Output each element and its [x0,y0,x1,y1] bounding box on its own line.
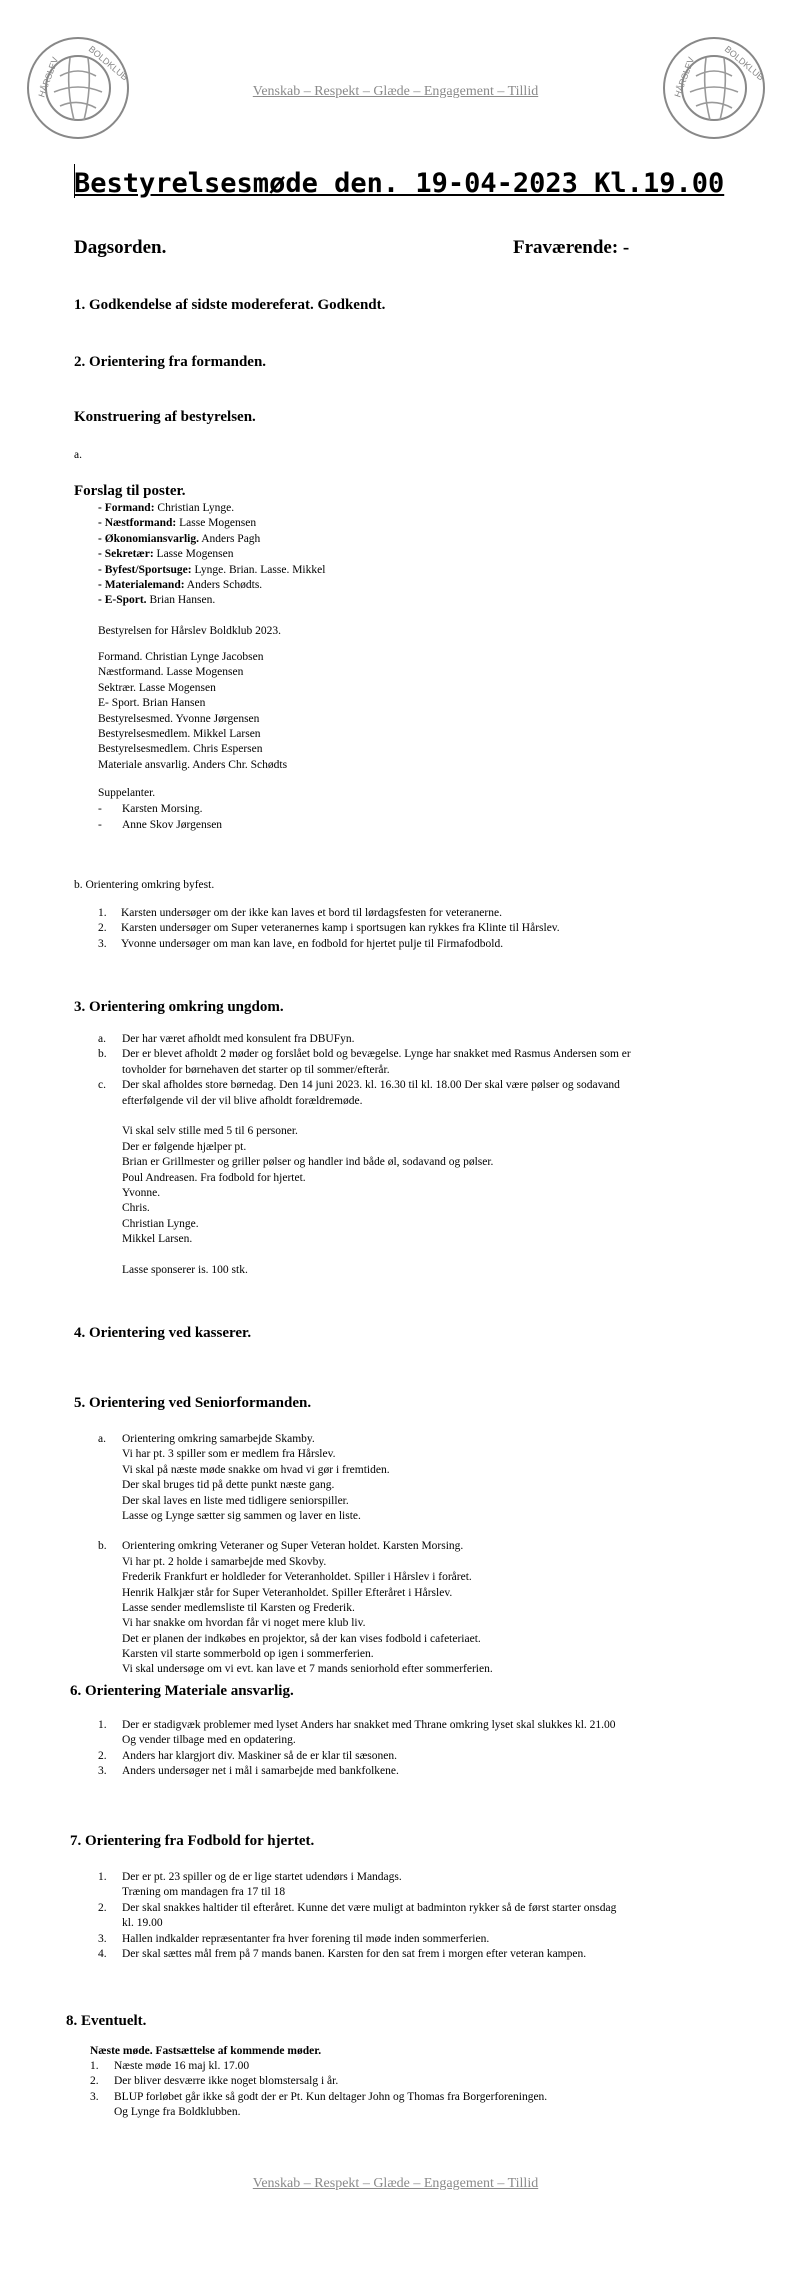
list-item: 1. Karsten undersøger om der ikke kan laves et bord til lørdagsfesten for veteranerne. [98,907,502,919]
board-member: Næstformand. Lasse Mogensen [98,666,244,679]
list-line: Lasse sponserer is. 100 stk. [122,1263,248,1276]
list-marker: 3. [98,1765,107,1778]
list-line: Der er pt. 23 spiller og de er lige startet udendørs i Mandags. [122,1871,402,1883]
list-line: Der er følgende hjælper pt. [122,1140,247,1153]
list-line: Lasse sender medlemsliste til Karsten og Frederik. [122,1601,355,1614]
list-marker: 1. [90,2060,99,2072]
list-line: Chris. [122,1202,150,1215]
list-item [98,1749,616,1764]
list-marker: 2. [98,1749,107,1762]
list-line: Der har været afholdt med konsulent fra DBUFyn. [122,1033,355,1045]
list-line: Vi har pt. 3 spiller som er medlem fra Hårslev. [122,1448,336,1461]
list-marker: 4. [98,1947,107,1960]
list-marker: 3. [90,2090,99,2103]
list-item: 3. Yvonne undersøger om man kan lave, en fodbold for hjertet pulje til Firmafodbold. [98,937,504,950]
board-heading: Bestyrelsen for Hårslev Boldklub 2023. [98,625,282,637]
list-item [98,1539,493,1678]
section-6-heading: 6. Orientering Materiale ansvarlig. [70,1683,294,1699]
list-line: Næste møde 16 maj kl. 17.00 [114,2060,250,2072]
list-item [90,2059,547,2074]
section-2-heading: 2. Orientering fra formanden. [74,354,267,370]
list-item [98,1432,493,1524]
list-line: Anders har klargjort div. Maskiner så de er klar til sæsonen. [122,1749,397,1762]
list-marker: b. [98,1048,107,1061]
list-item [98,1078,631,1278]
byfest-heading: b. Orientering omkring byfest. [74,879,215,891]
konstruering-heading: Konstruering af bestyrelsen. [74,409,256,425]
suppleant-item: - Karsten Morsing. [98,803,203,815]
next-meeting-heading: Næste møde. Fastsættelse af kommende møder. [90,2045,322,2057]
post-item: - Næstformand: Lasse Mogensen [98,517,257,530]
footer-motto: Venskab – Respekt – Glæde – Engagement – Tillid [252,2176,539,2191]
list-line: Orientering omkring samarbejde Skamby. [122,1433,315,1445]
list-item [98,1718,616,1749]
list-line: Lasse og Lynge sætter sig sammen og laver en liste. [122,1509,361,1522]
board-member: Bestyrelsesmedlem. Mikkel Larsen [98,727,261,740]
list-item [98,1047,631,1078]
post-item: - Materialemand: Anders Schødts. [98,578,263,591]
list-marker: 2. [98,1901,107,1914]
list-marker: a. [98,1433,106,1445]
board-member: Formand. Christian Lynge Jacobsen [98,651,264,663]
list-item [90,2074,547,2089]
list-item: 2. Karsten undersøger om Super veteranernes kamp i sportsugen kan rykkes fra Klinte til Hårslev. [98,922,560,935]
list-marker: b. [98,1540,107,1553]
list-line [122,1109,631,1124]
list-line: BLUP forløbet går ikke så godt der er Pt. Kun deltager John og Thomas fra Borgerforeningen. [114,2090,548,2103]
list-line: Karsten vil starte sommerbold op igen i sommerferien. [122,1648,374,1661]
list-item [98,1764,616,1779]
list-line [122,1247,631,1262]
list-line: Frederik Frankfurt er holdleder for Veteranholdet. Spiller i Hårslev i foråret. [122,1571,472,1584]
list-line: Anders undersøger net i mål i samarbejde med bankfolkene. [122,1765,399,1778]
list-line: Der skal laves en liste med tidligere seniorspiller. [122,1494,349,1507]
list-item [98,1870,616,1901]
list-item [98,1947,616,1962]
list-line: Christian Lynge. [122,1217,199,1230]
svg-text:HÅRSLEV: HÅRSLEV [672,55,697,99]
svg-text:BOLDKLUB: BOLDKLUB [86,43,130,83]
post-item: - Sekretær: Lasse Mogensen [98,548,234,561]
board-member: Materiale ansvarlig. Anders Chr. Schødts [98,758,288,771]
list-line: Der skal snakkes haltider til efteråret. Kunne det være muligt at badminton rykker så de først starter onsdag [122,1901,617,1914]
list-line: Der er stadigvæk problemer med lyset Anders har snakket med Thrane omkring lyset skal slukkes kl. 21.00 [122,1719,616,1731]
senior-list [98,1432,493,1678]
svg-text:BOLDKLUB: BOLDKLUB [722,43,766,83]
list-line: Vi skal undersøge om vi evt. kan lave et 7 mands seniorhold efter sommerferien. [122,1663,493,1676]
board-member: Bestyrelsesmed. Yvonne Jørgensen [98,712,260,725]
section-7-heading: 7. Orientering fra Fodbold for hjertet. [70,1833,315,1849]
material-list [98,1718,616,1780]
football-heart-list [98,1870,616,1962]
agenda-heading: Dagsorden. [74,237,167,258]
list-line: Henrik Halkjær står for Super Veteranholdet. Spiller Efteråret i Hårslev. [122,1586,453,1599]
list-line: efterfølgende vil der vil blive afholdt forældremøde. [122,1094,363,1107]
list-line: Mikkel Larsen. [122,1233,193,1246]
section-5-heading: 5. Orientering ved Seniorformanden. [74,1395,312,1411]
section-8-heading: 8. Eventuelt. [66,2013,147,2029]
board-member: Sektrær. Lasse Mogensen [98,681,216,694]
post-item: - Byfest/Sportsuge: Lynge. Brian. Lasse. Mikkel [98,563,326,576]
posts-list [98,501,325,609]
board-member: Bestyrelsesmedlem. Chris Espersen [98,743,263,756]
list-line: Vi skal på næste møde snakke om hvad vi gør i fremtiden. [122,1463,390,1476]
list-line: kl. 19.00 [122,1917,163,1930]
header-motto: Venskab – Respekt – Glæde – Engagement – Tillid [252,84,539,99]
list-marker: 1. [98,1871,107,1883]
section-3-heading: 3. Orientering omkring ungdom. [74,999,284,1015]
forslag-heading: Forslag til poster. [74,483,186,499]
post-item: - Formand: Christian Lynge. [98,502,235,514]
list-line: Der er blevet afholdt 2 møder og forslået bold og bevægelse. Lynge har snakket med Rasmus Andersen som er [122,1048,631,1061]
list-line: Vi har snakke om hvordan får vi noget mere klub liv. [122,1617,366,1630]
list-marker: 1. [98,1719,107,1731]
board-member: E- Sport. Brian Hansen [98,697,206,710]
list-line: Der skal afholdes store børnedag. Den 14 juni 2023. kl. 16.30 til kl. 18.00 Der skal være pølser og sodavand [122,1079,620,1092]
list-line: Der skal sættes mål frem på 7 mands banen. Karsten for den sat frem i morgen efter veteran kampen. [122,1947,587,1960]
list-line: Poul Andreasen. Fra fodbold for hjertet. [122,1171,306,1184]
misc-list [90,2059,547,2121]
list-line: Hallen indkalder repræsentanter fra hver forening til møde inden sommerferien. [122,1932,490,1945]
list-item [90,2090,547,2121]
list-line: Og vender tilbage med en opdatering. [122,1734,296,1747]
list-marker: 3. [98,1932,107,1945]
post-item: - E-Sport. Brian Hansen. [98,594,216,607]
list-line: Vi skal selv stille med 5 til 6 personer. [122,1125,298,1138]
list-line: Det er planen der indkøbes en projektor, så der kan vises fodbold i cafeteriaet. [122,1632,481,1645]
list-marker: c. [98,1079,106,1092]
list-item [98,1901,616,1932]
suppleant-item: - Anne Skov Jørgensen [98,819,223,831]
post-item: - Økonomiansvarlig. Anders Pagh [98,532,261,545]
list-marker: 2. [90,2075,99,2088]
list-line: Der skal bruges tid på dette punkt næste gang. [122,1479,335,1492]
absent-heading: Fraværende: - [513,237,630,258]
item-a-label: a. [74,449,82,461]
board-list [98,650,287,773]
list-line: Der bliver desværre ikke noget blomstersalg i år. [114,2075,339,2088]
list-line: Træning om mandagen fra 17 til 18 [122,1886,286,1899]
list-line: Orientering omkring Veteraner og Super Veteran holdet. Karsten Morsing. [122,1540,464,1553]
list-item [98,1032,631,1047]
list-line: Og Lynge fra Boldklubben. [114,2106,241,2119]
section-4-heading: 4. Orientering ved kasserer. [74,1325,252,1341]
svg-text:HÅRSLEV: HÅRSLEV [36,55,61,99]
list-line: Brian er Grillmester og griller pølser og handler ind både øl, sodavand og pølser. [122,1156,494,1169]
byfest-list [98,906,560,952]
section-1-heading: 1. Godkendelse af sidste modereferat. Godkendt. [74,297,386,313]
list-item [98,1932,616,1947]
list-line: Yvonne. [122,1186,161,1199]
list-line: Vi har pt. 2 holde i samarbejde med Skovby. [122,1555,327,1568]
document-title: Bestyrelsesmøde den. 19-04-2023 Kl.19.00 [74,168,725,199]
list-line: tovholder for børnehaven det starter op til sommer/efterår. [122,1063,390,1076]
youth-list [98,1032,631,1278]
suppleants-heading: Suppelanter. [98,787,156,799]
list-marker: a. [98,1033,106,1045]
